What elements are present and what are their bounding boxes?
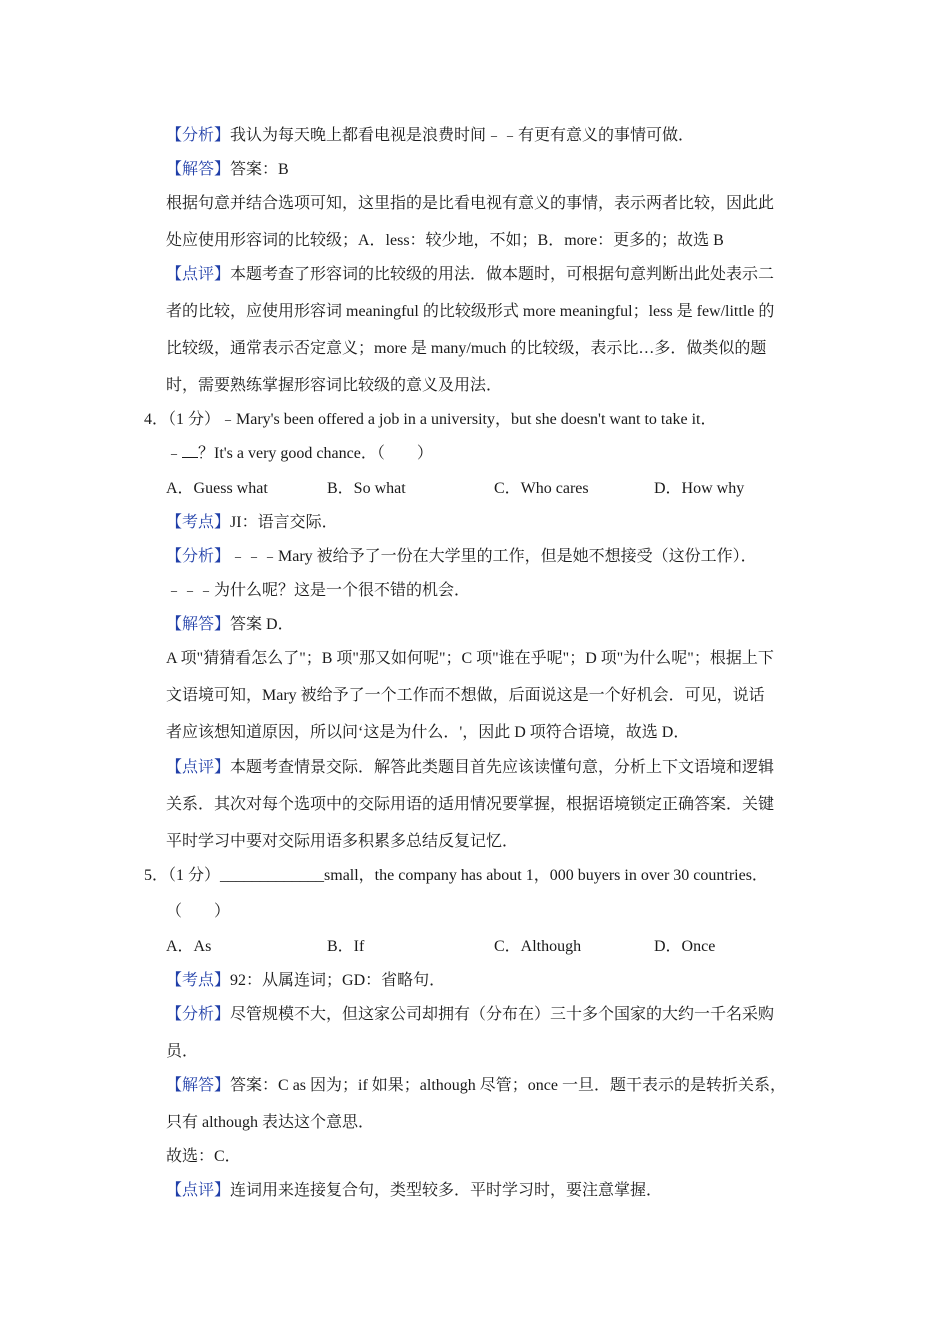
q4-choice-a: A．Guess what xyxy=(166,480,268,497)
q4-blank xyxy=(182,457,198,458)
comment-text: 本题考查情景交际．解答此类题目首先应该读懂句意，分析上下文语境和逻辑 xyxy=(230,759,775,776)
q5-answer-2: 只有 although 表达这个意思． xyxy=(166,1114,374,1131)
q4-keypoint xyxy=(166,512,338,534)
q3-comment-4: 时，需要熟练掌握形容词比较级的意义及用法． xyxy=(166,377,503,394)
q4-answer-body-3: 者应该想知道原因，所以问‘这是为什么．'，因此 D 项符合语境，故选 D． xyxy=(166,724,690,741)
analysis-label: 【分析】 xyxy=(166,548,231,565)
q4-answer-body-2: 文语境可知，Mary 被给予了一个工作而不想做，后面说这是一个好机会．可见，说话 xyxy=(166,687,765,704)
q5-answer xyxy=(166,1075,786,1097)
q4-answer-body-1: A 项"猜猜看怎么了"；B 项"那又如何呢"；C 项"谁在乎呢"；D 项"为什么呢"；根据上下 xyxy=(166,650,774,667)
q4-answer xyxy=(166,614,294,636)
q5-choice-b: B．If xyxy=(327,938,365,955)
q3-answer-body-1: 根据句意并结合选项可知，这里指的是比看电视有意义的事情，表示两者比较，因此此 xyxy=(166,195,775,212)
q4-stem-2 xyxy=(166,443,433,465)
q4-analysis xyxy=(166,546,757,568)
q5-stem-pre: 5．（1 分） xyxy=(144,867,221,884)
analysis-label: 【分析】 xyxy=(166,127,231,144)
q4-analysis-2: ﹣﹣﹣为什么呢？这是一个很不错的机会． xyxy=(166,582,471,599)
q3-answer xyxy=(166,159,289,181)
q4-choice-c: C．Who cares xyxy=(494,480,589,497)
answer-label: 【解答】 xyxy=(166,1077,231,1094)
q3-comment xyxy=(166,264,774,286)
q4-comment xyxy=(166,757,774,779)
comment-label: 【点评】 xyxy=(166,1182,231,1199)
analysis-label: 【分析】 xyxy=(166,1006,231,1023)
q5-choice-d: D．Once xyxy=(654,938,716,955)
q4-choice-b: B．So what xyxy=(327,480,406,497)
q4-comment-3: 平时学习中要对交际用语多积累多总结反复记忆． xyxy=(166,833,519,850)
q4-stem: 4．（1 分）﹣Mary's been offered a job in a university，but she doesn't want to take it． xyxy=(144,411,717,428)
q5-comment xyxy=(166,1180,662,1202)
q4-stem-2-post: ？It's a very good chance．（ ） xyxy=(198,445,433,462)
comment-text: 连词用来连接复合句，类型较多．平时学习时，要注意掌握． xyxy=(230,1182,663,1199)
q5-stem-2: （ ） xyxy=(166,903,231,920)
q3-comment-2: 者的比较，应使用形容词 meaningful 的比较级形式 more meaningful；less 是 few/little 的 xyxy=(166,303,775,320)
analysis-text: ﹣﹣﹣Mary 被给予了一份在大学里的工作，但是她不想接受（这份工作）． xyxy=(230,548,757,565)
q5-keypoint xyxy=(166,970,445,992)
comment-text: 本题考查了形容词的比较级的用法．做本题时，可根据句意判断出此处表示二 xyxy=(230,266,775,283)
q4-stem-2-pre: ﹣ xyxy=(166,445,183,462)
q5-stem-post: small，the company has about 1，000 buyers in over 30 countries． xyxy=(324,867,768,884)
q5-stem xyxy=(144,865,768,887)
analysis-text: 尽管规模不大，但这家公司却拥有（分布在）三十多个国家的大约一千名采购 xyxy=(230,1006,775,1023)
q5-analysis-2: 员． xyxy=(166,1043,199,1060)
keypoint-text: 92：从属连词；GD：省略句． xyxy=(230,972,446,989)
keypoint-text: JI：语言交际． xyxy=(230,514,338,531)
answer-text: 答案 D． xyxy=(230,616,294,633)
q3-comment-3: 比较级，通常表示否定意义；more 是 many/much 的比较级，表示比…多．做类似的题 xyxy=(166,340,767,357)
answer-text: 答案：B xyxy=(230,161,289,178)
answer-text: 答案：C as 因为；if 如果；although 尽管；once 一旦．题干表示的是转折关系， xyxy=(230,1077,786,1094)
q5-choice-a: A．As xyxy=(166,938,212,955)
q5-choice-c: C．Although xyxy=(494,938,582,955)
keypoint-label: 【考点】 xyxy=(166,514,231,531)
analysis-text: 我认为每天晚上都看电视是浪费时间﹣﹣有更有意义的事情可做． xyxy=(230,127,695,144)
q5-blank: _____________ xyxy=(220,867,325,884)
comment-label: 【点评】 xyxy=(166,266,231,283)
q3-analysis xyxy=(166,125,694,147)
q3-answer-body-2: 处应使用形容词的比较级；A．less：较少地，不如；B．more：更多的；故选 B xyxy=(166,232,724,249)
q5-answer-3: 故选：C． xyxy=(166,1148,241,1165)
answer-label: 【解答】 xyxy=(166,616,231,633)
keypoint-label: 【考点】 xyxy=(166,972,231,989)
answer-label: 【解答】 xyxy=(166,161,231,178)
q4-comment-2: 关系．其次对每个选项中的交际用语的适用情况要掌握，根据语境锁定正确答案．关键 xyxy=(166,796,775,813)
q4-choice-d: D．How why xyxy=(654,480,745,497)
q5-analysis xyxy=(166,1004,774,1026)
comment-label: 【点评】 xyxy=(166,759,231,776)
